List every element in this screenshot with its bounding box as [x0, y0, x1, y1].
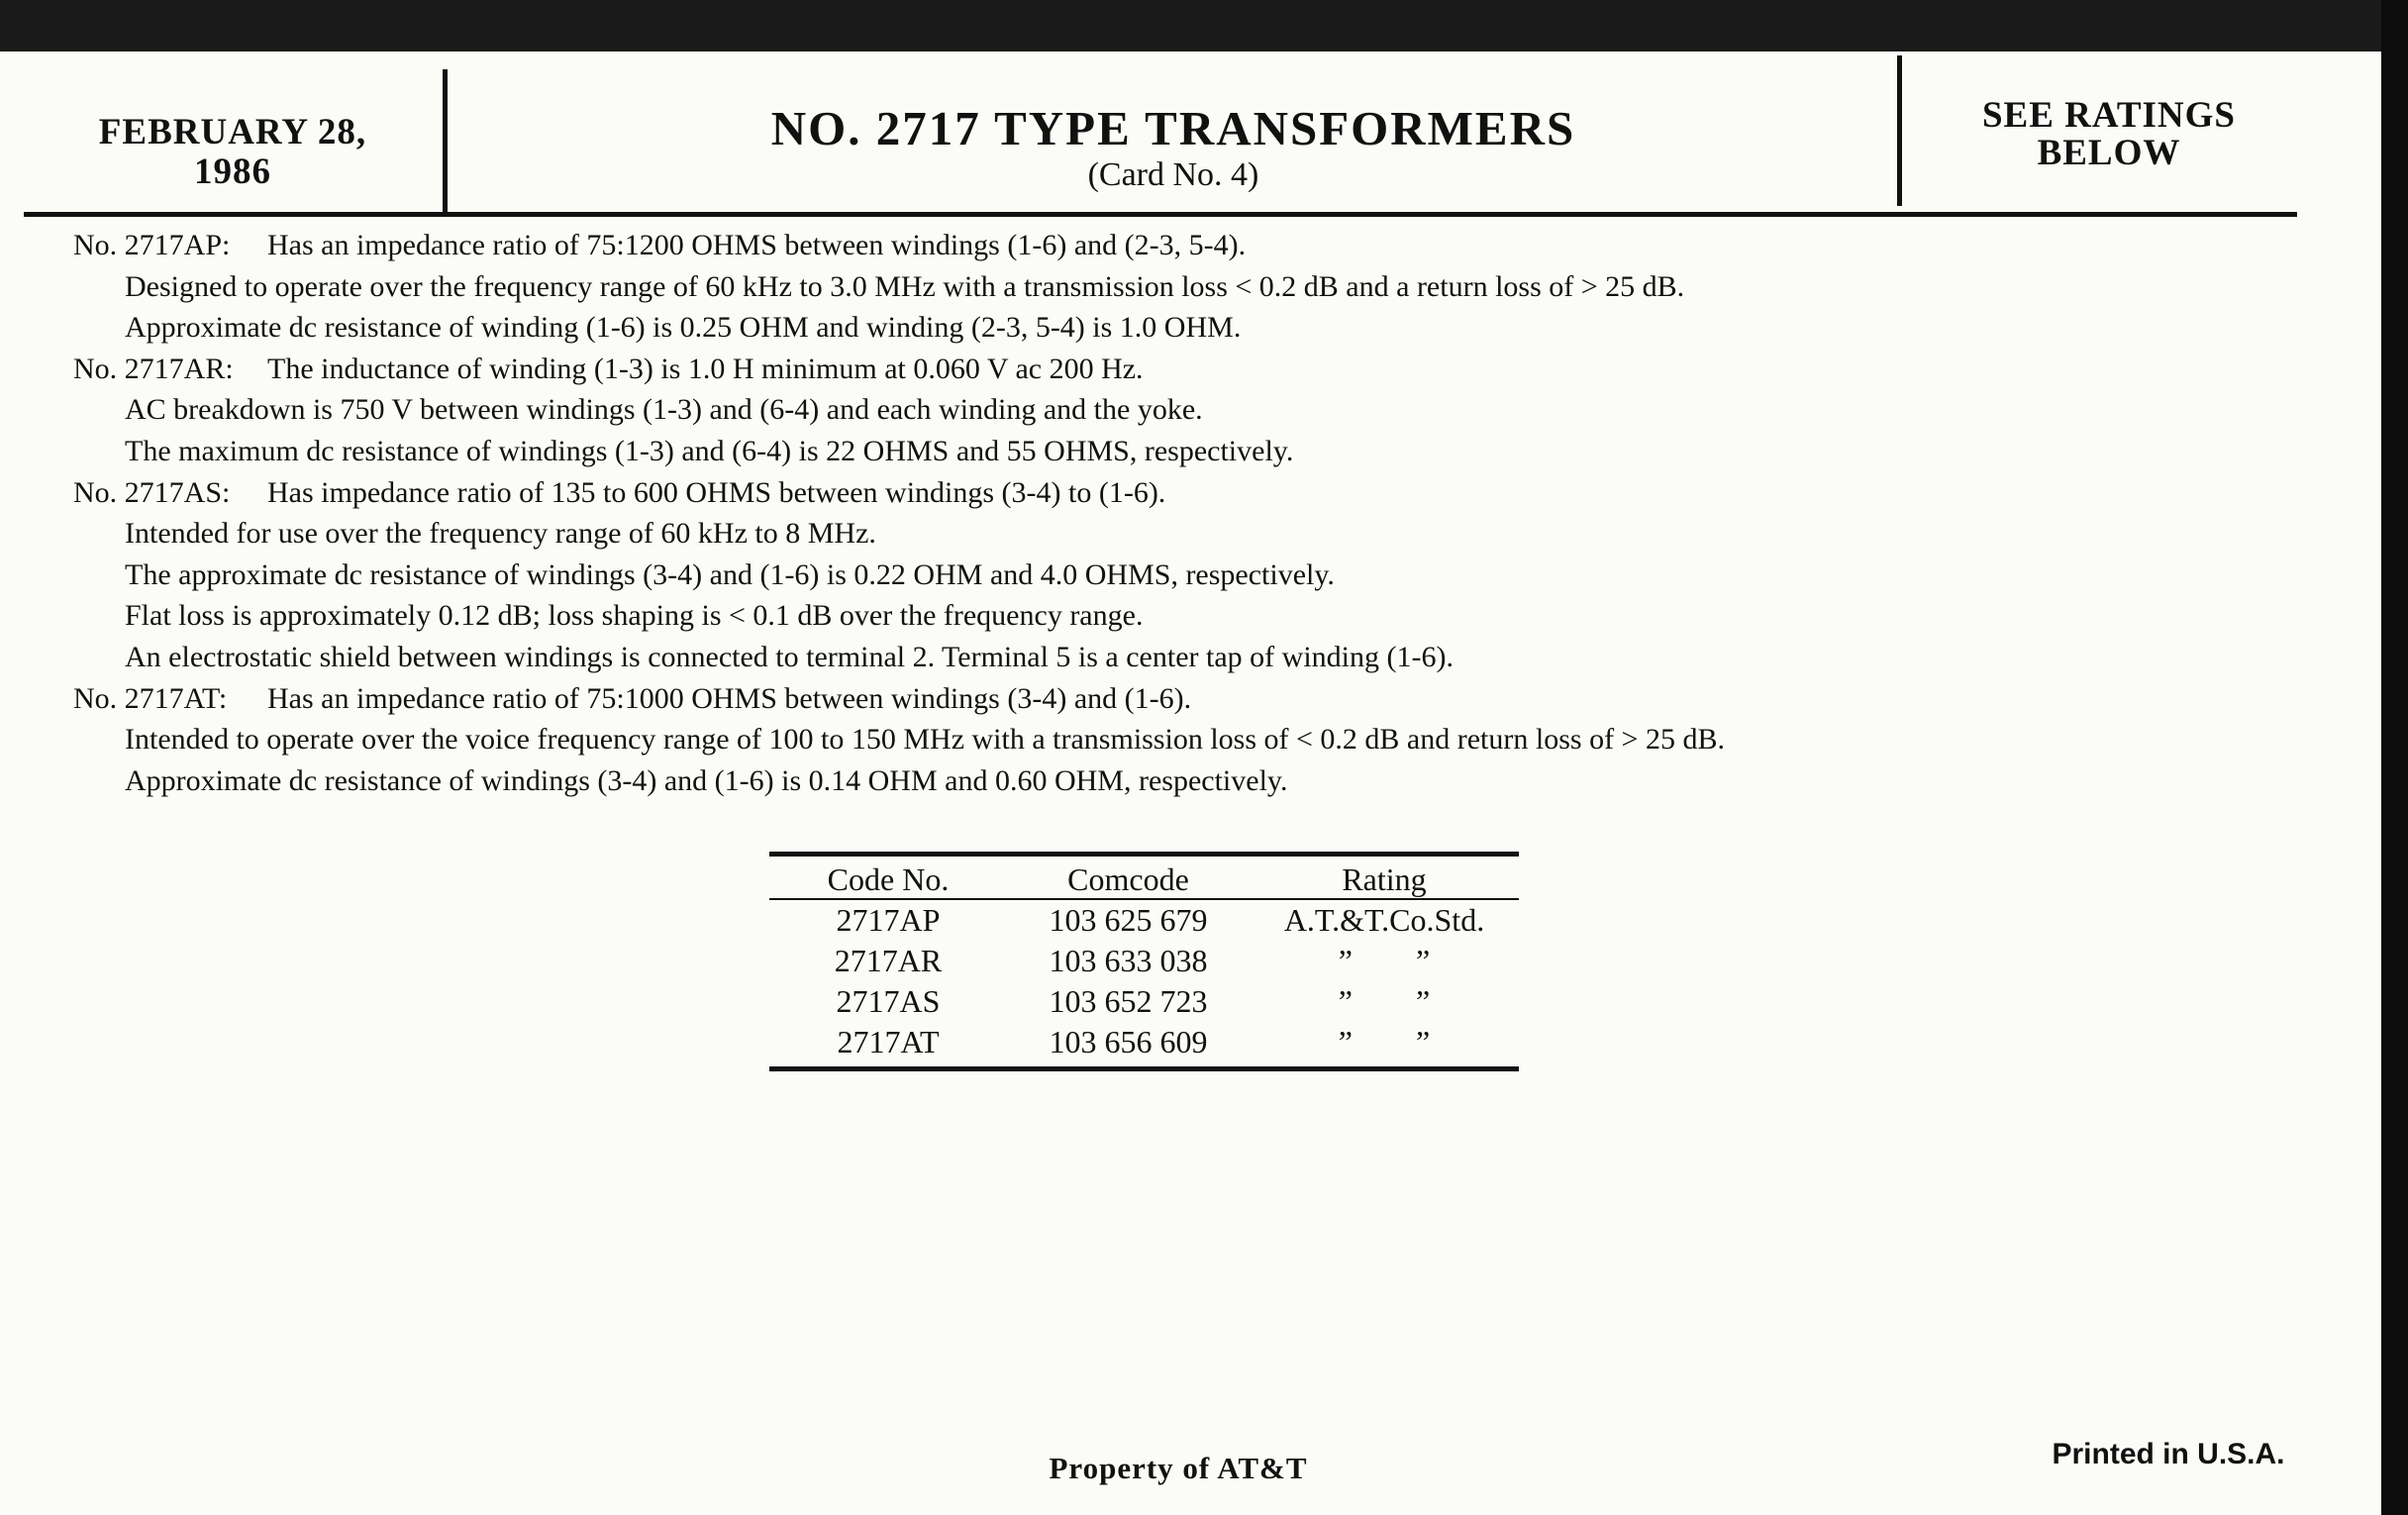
card-subtitle: (Card No. 4): [1087, 156, 1259, 193]
footer-property: Property of AT&T: [1049, 1451, 1308, 1485]
cell-code: 2717AP: [836, 902, 941, 938]
entry-code: No. 2717AT:: [73, 681, 228, 715]
table-header-row: [769, 857, 1519, 898]
cell-rating: ” ”: [1338, 1024, 1431, 1060]
table-bottom-rule: [769, 1066, 1519, 1071]
card-title: NO. 2717 TYPE TRANSFORMERS: [770, 101, 1576, 155]
catalog-card: [0, 51, 2381, 1515]
entry-2717ar: [73, 349, 2301, 472]
card-date-line2: 1986: [194, 152, 271, 192]
entry-head: [73, 349, 2301, 390]
entry-head: [73, 678, 2301, 720]
entry-detail: Flat loss is approximately 0.12 dB; loss shaping is < 0.1 dB over the frequency range.: [125, 599, 1144, 633]
entry-lead: Has an impedance ratio of 75:1200 OHMS between windings (1-6) and (2-3, 5-4).: [267, 229, 1247, 261]
ratings-note: [1911, 97, 2307, 172]
cell-code: 2717AR: [834, 943, 943, 978]
entry-detail: Intended for use over the frequency range of 60 kHz to 8 MHz.: [125, 517, 876, 551]
ratings-table: [769, 852, 1519, 1071]
header-divider-right: [1897, 55, 1902, 206]
entry-detail: Approximate dc resistance of windings (3-4) and (1-6) is 0.14 OHM and 0.60 OHM, respectively.: [125, 763, 1288, 797]
header-rule: [24, 212, 2297, 217]
cell-comcode: 103 656 609: [1049, 1024, 1208, 1060]
col-header-code: Code No.: [827, 861, 950, 897]
entry-detail: The approximate dc resistance of windings (3-4) and (1-6) is 0.22 OHM and 4.0 OHMS, respectively.: [125, 557, 1335, 591]
cell-rating: ” ”: [1338, 943, 1431, 978]
col-header-comcode: Comcode: [1067, 861, 1189, 897]
entry-code: No. 2717AP:: [73, 229, 231, 261]
entry-detail: Approximate dc resistance of winding (1-6) is 0.25 OHM and winding (2-3, 5-4) is 1.0 OHM.: [125, 311, 1242, 345]
entry-detail: Designed to operate over the frequency range of 60 kHz to 3.0 MHz with a transmission loss < 0.2 dB and a return loss of > 25 dB.: [125, 269, 1685, 303]
entry-lead: Has impedance ratio of 135 to 600 OHMS between windings (3-4) to (1-6).: [267, 475, 1166, 509]
header-divider-left: [443, 69, 448, 216]
entry-head: [73, 225, 2301, 266]
col-header-rating: Rating: [1342, 861, 1427, 897]
cell-code: 2717AT: [837, 1024, 940, 1060]
entry-2717ap: [73, 225, 2301, 349]
ratings-note-line1: SEE RATINGS: [1981, 95, 2237, 136]
scanner-edge: [2381, 0, 2408, 1515]
entry-head: [73, 472, 2301, 514]
entry-2717as: [73, 472, 2301, 678]
cell-comcode: 103 633 038: [1049, 943, 1208, 978]
entry-detail: An electrostatic shield between windings is connected to terminal 2. Terminal 5 is a center tap of winding (1-6).: [125, 640, 1454, 673]
cell-rating: A.T.&T.Co.Std.: [1283, 902, 1485, 938]
footer-printed: Printed in U.S.A.: [2052, 1438, 2285, 1470]
table-row: [769, 900, 1519, 941]
card-title-block: [451, 101, 1896, 194]
entry-detail: AC breakdown is 750 V between windings (1-3) and (6-4) and each winding and the yoke.: [125, 393, 1203, 427]
entry-detail: Intended to operate over the voice frequency range of 100 to 150 MHz with a transmission loss of < 0.2 dB and return loss of > 25 dB.: [125, 723, 1725, 757]
transformer-descriptions: [73, 225, 2301, 801]
entry-lead: The inductance of winding (1-3) is 1.0 H minimum at 0.060 V ac 200 Hz.: [267, 352, 1144, 385]
table-row: [769, 981, 1519, 1022]
entry-code: No. 2717AS:: [73, 475, 231, 509]
entry-2717at: [73, 678, 2301, 802]
table-row: [769, 1022, 1519, 1062]
cell-code: 2717AS: [836, 983, 941, 1019]
entry-code: No. 2717AR:: [73, 352, 234, 385]
card-date: [30, 113, 436, 192]
card-date-line1: FEBRUARY 28,: [98, 112, 367, 152]
ratings-note-line2: BELOW: [2037, 133, 2181, 173]
cell-rating: ” ”: [1338, 983, 1431, 1019]
entry-lead: Has an impedance ratio of 75:1000 OHMS between windings (3-4) and (1-6).: [267, 681, 1192, 715]
table-row: [769, 941, 1519, 981]
entry-detail: The maximum dc resistance of windings (1-3) and (6-4) is 22 OHMS and 55 OHMS, respectively.: [125, 434, 1294, 467]
cell-comcode: 103 625 679: [1049, 902, 1208, 938]
cell-comcode: 103 652 723: [1049, 983, 1208, 1019]
